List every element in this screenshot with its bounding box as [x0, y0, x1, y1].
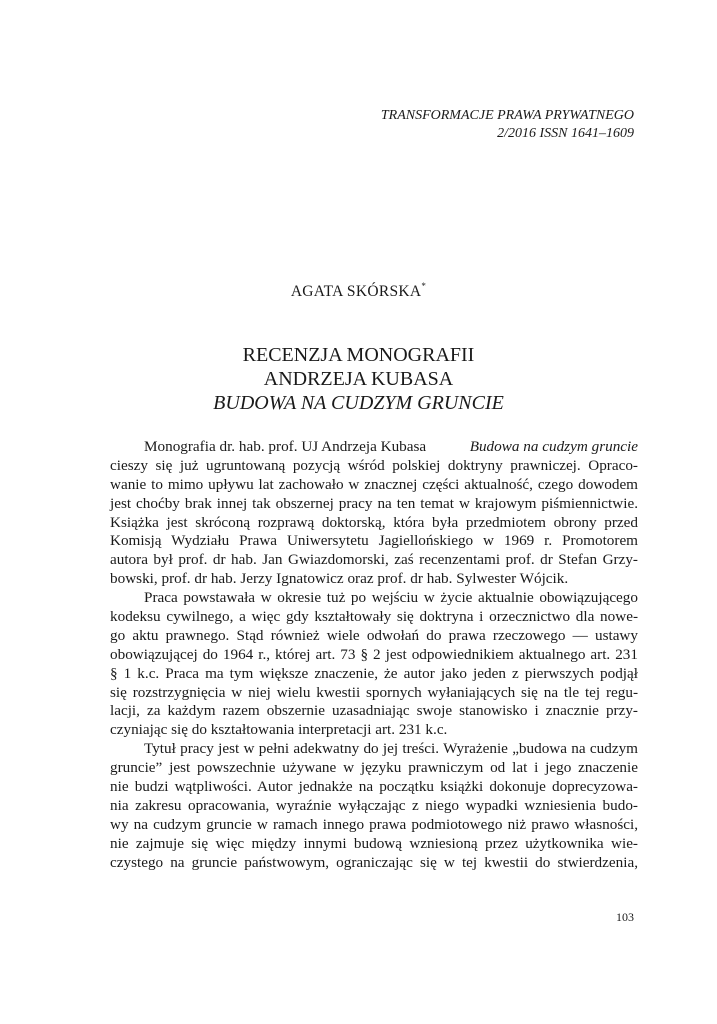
body-line	[110, 816, 638, 835]
author-text: AGATA SKÓRSKA	[290, 283, 422, 300]
body-line	[110, 702, 638, 721]
title-line-3: BUDOWA NA CUDZYM GRUNCIE	[213, 392, 504, 414]
body-line	[110, 589, 638, 608]
body-line	[110, 721, 638, 740]
body-line	[110, 627, 638, 646]
body-line	[110, 759, 638, 778]
body-line-text: Komisją Wydziału Prawa Uniwersytetu Jagiellońskiego w 1969 r. Promotorem	[110, 532, 638, 550]
body-line-text: bowski, prof. dr hab. Jerzy Ignatowicz oraz prof. dr hab. Sylwester Wójcik.	[110, 570, 569, 588]
body-line	[110, 835, 638, 854]
author-name	[0, 283, 717, 301]
body-line	[110, 551, 638, 570]
body-line	[110, 684, 638, 703]
body-line	[110, 476, 638, 495]
body-line-text: nie zajmuje się więc między innymi budową wzniesioną przez użytkownika wie-	[110, 834, 638, 852]
body-line	[110, 797, 638, 816]
body-line	[110, 854, 638, 873]
body-line-text: autora był prof. dr hab. Jan Gwiazdomorski, zaś recenzentami prof. dr Stefan Grzy-	[110, 551, 638, 569]
body-line-text: kodeksu cywilnego, a więc gdy kształtowały się doktryna i orzecznictwo dla nowe-	[110, 608, 638, 626]
body-line-text: Książka jest skróconą rozprawą doktorską, która była przedmiotem obrony przed	[110, 513, 638, 531]
body-line	[110, 457, 638, 476]
title-line-2: ANDRZEJA KUBASA	[263, 368, 454, 390]
body-line-text: obowiązującej do 1964 r., której art. 73 § 2 jest odpowiednikiem aktualnego art. 231	[110, 645, 638, 663]
article-body	[110, 438, 638, 872]
body-line-text: jest choćby brak innej tak obszernej pracy na ten temat w krajowym piśmiennictwie.	[110, 494, 638, 512]
body-line	[110, 514, 638, 533]
journal-header	[381, 107, 634, 143]
page-number: 103	[616, 910, 634, 924]
body-line-text: wy na cudzym gruncie w ramach innego prawa podmiotowego niż prawo własności,	[110, 815, 638, 833]
body-line	[110, 665, 638, 684]
body-line	[110, 778, 638, 797]
body-line	[110, 646, 638, 665]
body-line-text: § 1 k.c. Praca ma tym większe znaczenie, że autor jako jeden z pierwszych podjął	[110, 664, 638, 682]
body-line-text: wanie to mimo upływu lat zachowało w znacznej części aktualność, czego dowodem	[110, 475, 638, 493]
body-line-text: Praca powstawała w okresie tuż po wejściu w życie aktualnie obowiązującego	[144, 589, 638, 607]
body-line	[110, 532, 638, 551]
body-line-text: Monografia dr. hab. prof. UJ Andrzeja Kubasa	[144, 438, 427, 455]
body-line-text: czystego na gruncie państwowym, ograniczając się w tej kwestii do stwierdzenia,	[110, 853, 638, 871]
body-line-text: nia zakresu opracowania, wyraźnie wyłączając z niego wypadki wzniesienia budo-	[110, 796, 638, 814]
body-line-text: Tytuł pracy jest w pełni adekwatny do jej treści. Wyrażenie „budowa na cudzym	[144, 740, 638, 758]
body-line	[110, 740, 638, 759]
journal-issue: 2/2016 ISSN 1641–1609	[497, 126, 634, 141]
body-line-text: czyniając się do kształtowania interpretacji art. 231 k.c.	[110, 721, 448, 739]
body-line-text: cieszy się już ugruntowaną pozycją wśród polskiej doktryny prawniczej. Opraco-	[110, 456, 638, 474]
author-footnote-mark[interactable]: *	[421, 281, 427, 291]
body-line-text: gruncie” jest powszechnie używane w języku prawniczym od lat i jego znaczenie	[110, 759, 638, 777]
body-line	[110, 570, 638, 589]
body-line-text: go aktu prawnego. Stąd również wiele odwołań do prawa rzeczowego — ustawy	[110, 626, 638, 644]
body-line	[110, 438, 638, 457]
body-line	[110, 495, 638, 514]
body-line-text: lacji, za każdym razem obszernie uzasadniając swoje stanowisko i znacznie przy-	[110, 702, 638, 720]
body-line	[110, 608, 638, 627]
body-line-text: nie budzi wątpliwości. Autor jednakże na początku książki dokonuje doprecyzowa-	[110, 778, 638, 796]
article-title	[0, 343, 717, 415]
title-line-1: RECENZJA MONOGRAFII	[242, 344, 475, 366]
journal-name: TRANSFORMACJE PRAWA PRYWATNEGO	[380, 108, 634, 123]
cited-title: Budowa na cudzym gruncie	[469, 438, 638, 455]
body-line-text: się rozstrzygnięcia w niej wielu kwestii spornych wyłaniających się na tle tej regu-	[110, 683, 638, 701]
